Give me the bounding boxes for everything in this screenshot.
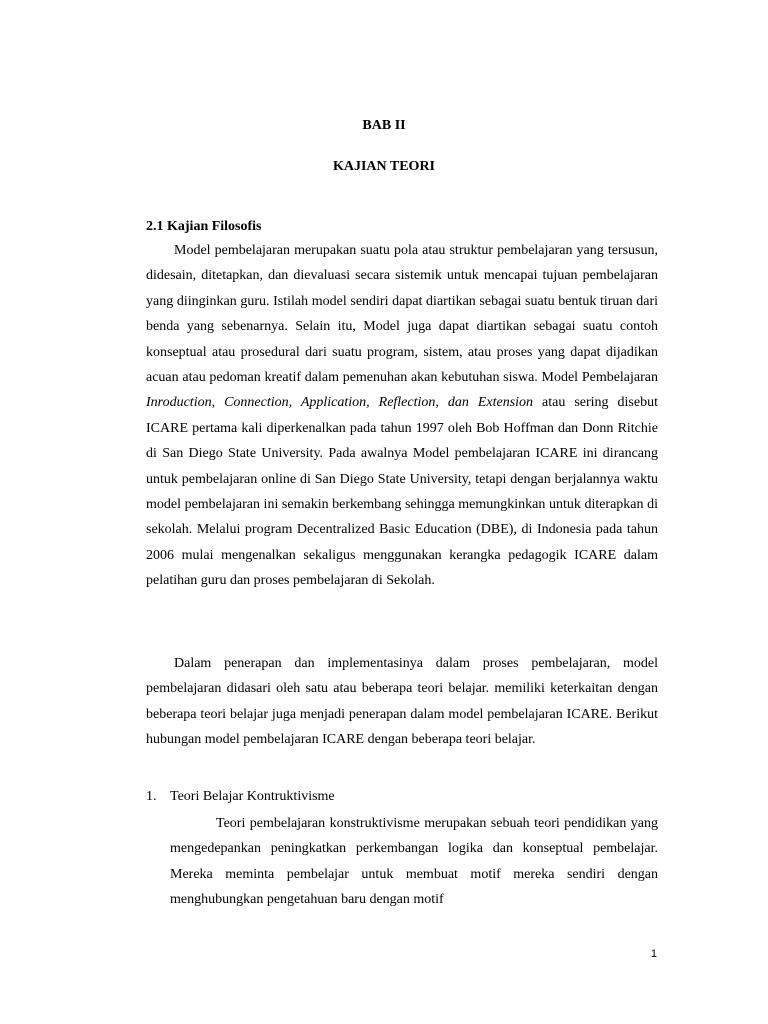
list-item-title: Teori Belajar Kontruktivisme — [170, 789, 335, 804]
paragraph-model-pembelajaran — [146, 238, 658, 594]
paragraph-penerapan: Dalam penerapan dan implementasinya dalam proses pembelajaran, model pembelajaran didasari oleh satu atau beberapa teori belajar. memiliki keterkaitan dengan beberapa teori belajar juga menjadi penerapan dalam model pembelajaran ICARE. Berikut hubungan model pembelajaran ICARE dengan beberapa teori belajar. — [146, 656, 658, 748]
chapter-number: BAB II — [362, 118, 406, 133]
page-number: 1 — [650, 948, 657, 960]
list-item-kontruktivisme — [146, 788, 335, 806]
paragraph-1-rest: atau sering disebut ICARE pertama kali diperkenalkan pada tahun 1997 oleh Bob Hoffman dan Donn Ritchie di San Diego State University. Pada awalnya Model pembelajaran ICARE ini dirancang untuk pembelajaran online di San Diego State University, tetapi dengan berjalannya waktu model pembelajaran ini semakin berkembang sehingga memungkinkan untuk diterapkan di sekolah. Melalui program Decentralized Basic Education (DBE), di Indonesia pada tahun 2006 mulai mengenalkan sekaligus menggunakan kerangka pedagogik ICARE dalam pelatihan guru dan proses pembelajaran di Sekolah. — [146, 395, 658, 589]
list-item-number: 1. — [146, 789, 157, 804]
section-heading: 2.1 Kajian Filosofis — [146, 219, 262, 234]
list-item-body: Teori pembelajaran konstruktivisme merupakan sebuah teori pendidikan yang mengedepankan peningkatkan perkembangan logika dan konseptual pembelajar. Mereka meminta pembelajar untuk membuat motif mereka sendiri dengan menghubungkan pengetahuan baru dengan motif — [170, 816, 658, 908]
paragraph-1-intro: Model pembelajaran merupakan suatu pola atau struktur pembelajaran yang tersusun, didesain, ditetapkan, dan dievaluasi secara sistemik untuk mencapai tujuan pembelajaran yang diinginkan guru. Istilah model sendiri dapat diartikan sebagai suatu bentuk tiruan dari benda yang sebenarnya. Selain itu, Model juga dapat diartikan sebagai suatu contoh konseptual atau prosedural dari suatu program, sistem, atau proses yang dapat dijadikan acuan atau pedoman kreatif dalam pemenuhan akan kebutuhan siswa. Model Pembelajaran — [146, 243, 658, 386]
paragraph-1-italic-phrase: Inroduction, Connection, Application, Reflection, dan Extension — [146, 395, 534, 411]
chapter-title: KAJIAN TEORI — [332, 159, 436, 174]
